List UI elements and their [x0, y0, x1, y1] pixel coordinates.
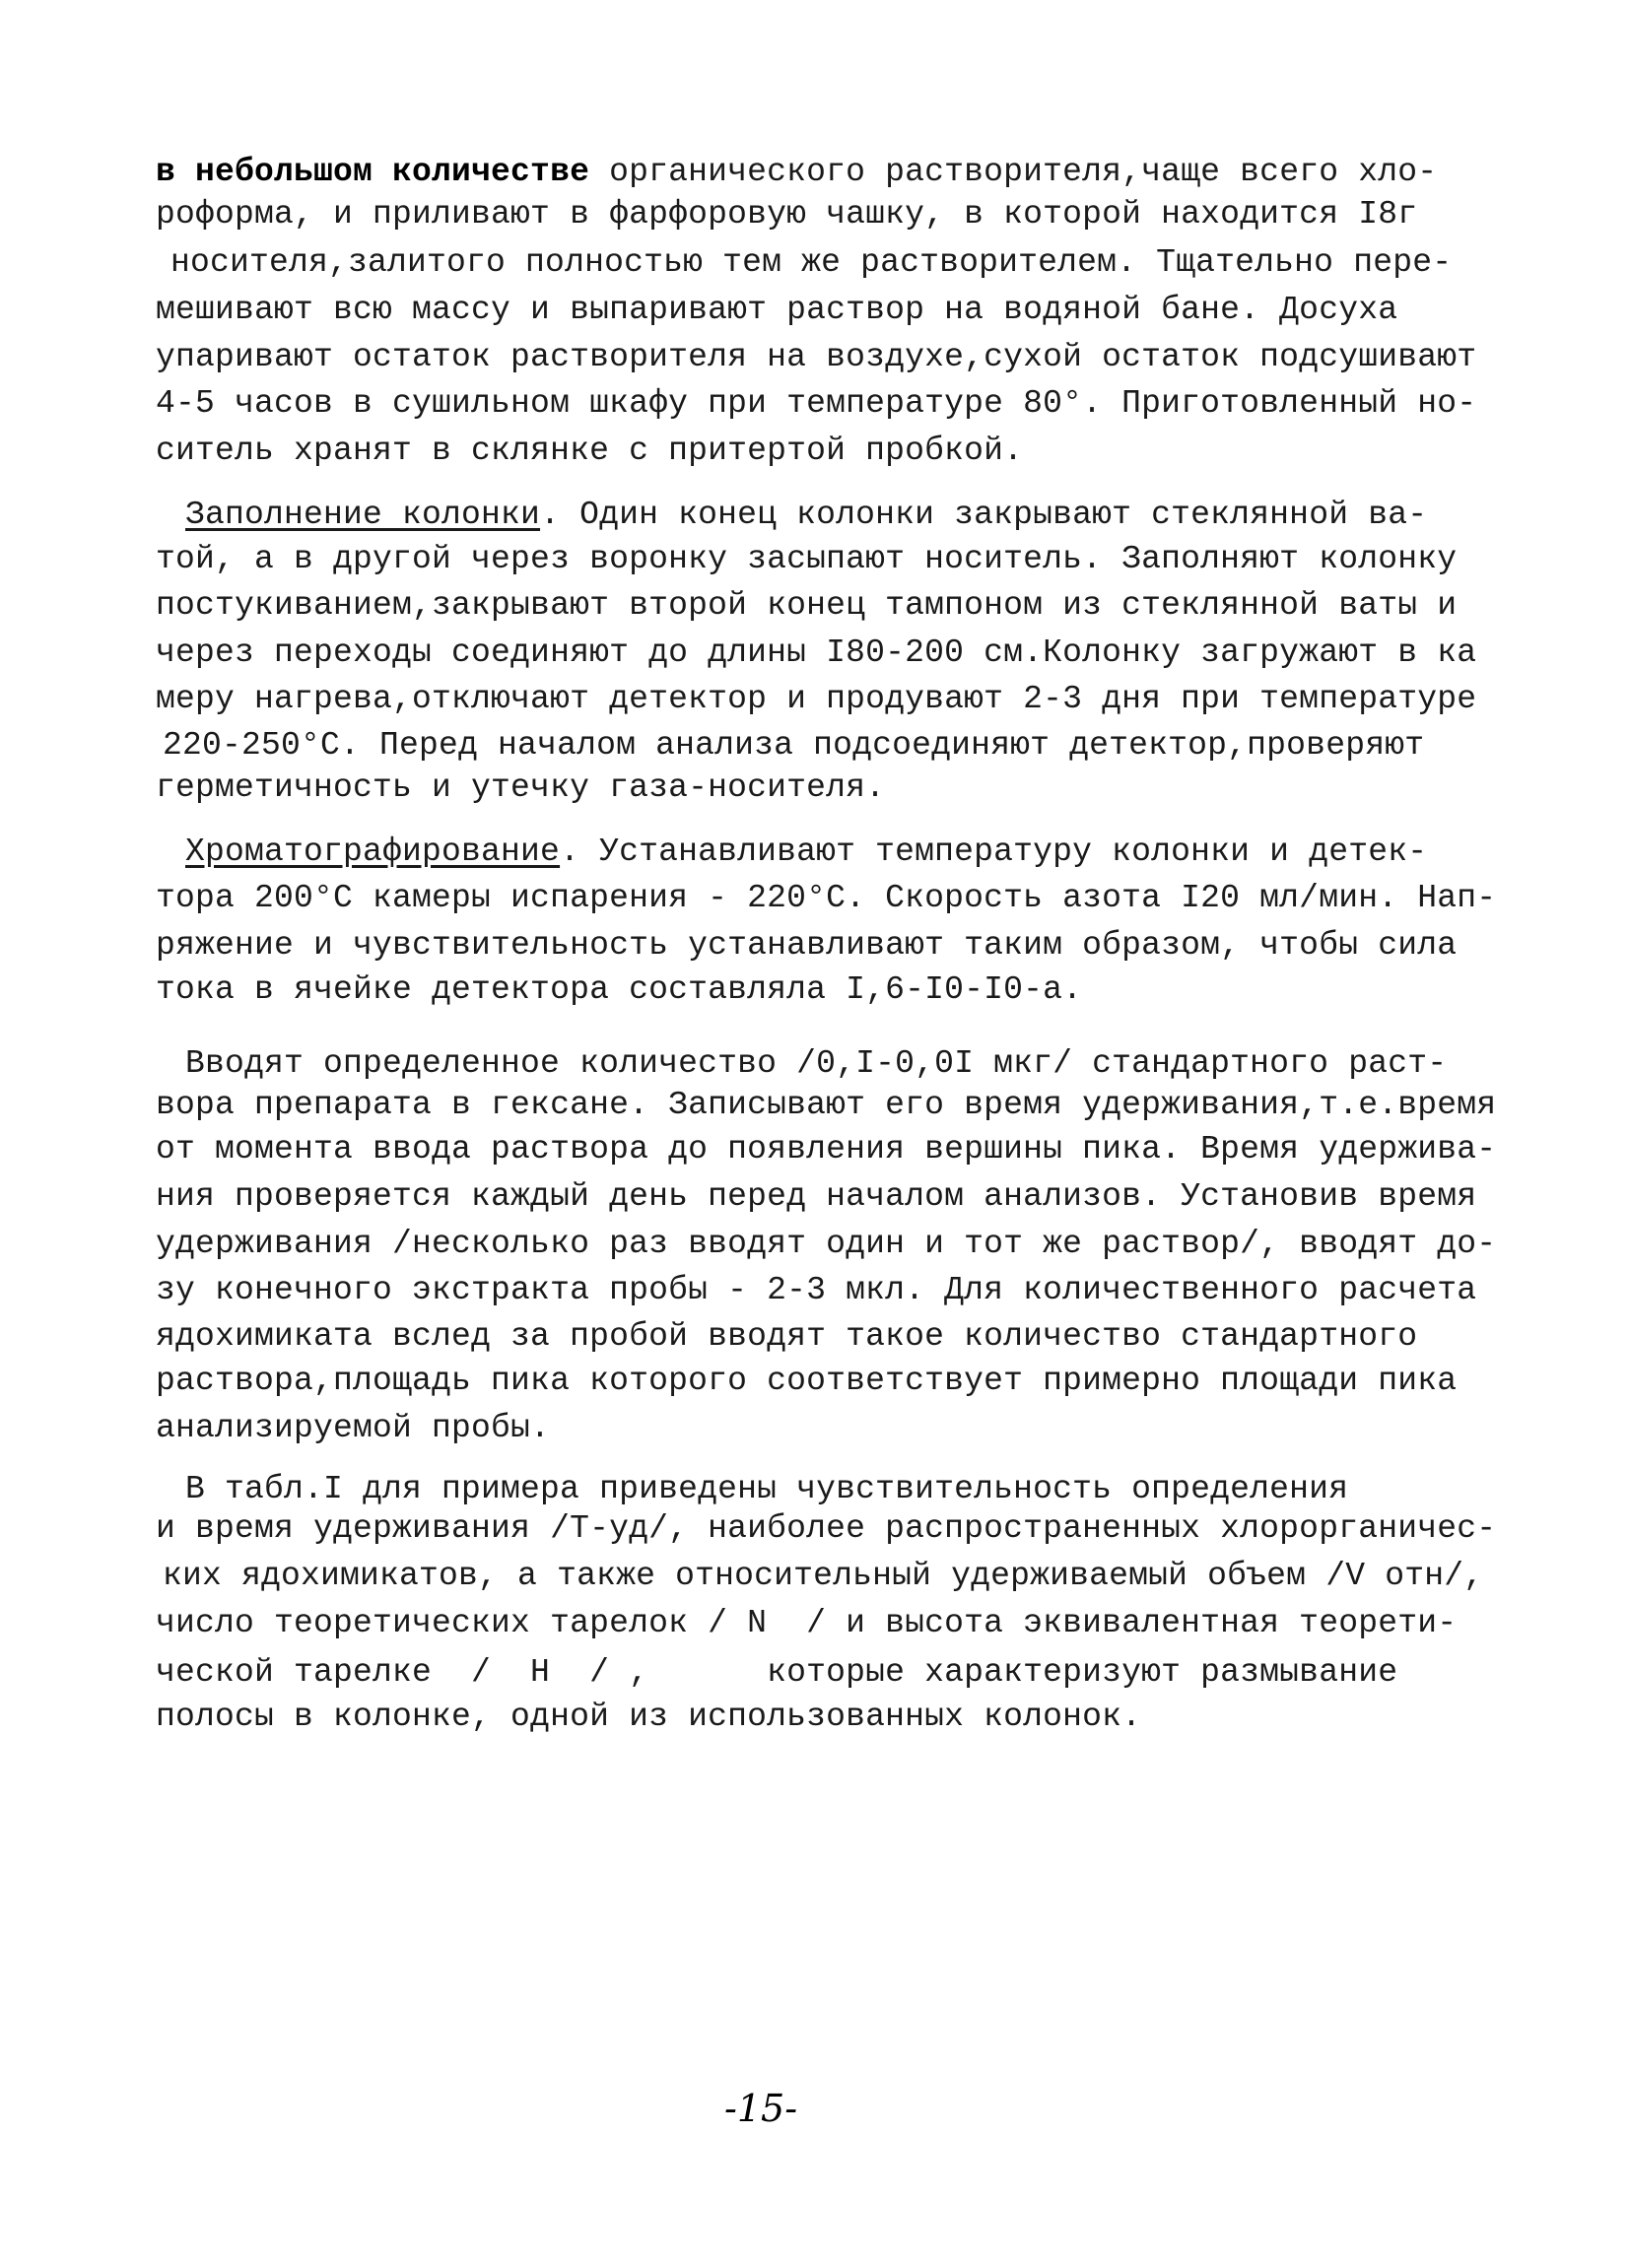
text-line: В табл.I для примера приведены чувствительность определения: [185, 1471, 1349, 1507]
text-line: через переходы соединяют до длины I80-200 см.Колонку загружают в ка: [156, 634, 1477, 671]
text-line: ряжение и чувствительность устанавливают таким образом, чтобы сила: [156, 927, 1458, 964]
text-line: Вводят определенное количество /0,I-0,0I мкг/ стандартного раст-: [185, 1045, 1448, 1082]
text-line: ких ядохимикатов, а также относительный удерживаемый объем /V отн/,: [163, 1558, 1484, 1594]
text-line: ния проверяется каждый день перед началом анализов. Установив время: [156, 1178, 1477, 1215]
text-line: ческой тарелке / H / , которые характеризуют размывание: [156, 1654, 1398, 1691]
text-line: носителя,залитого полностью тем же растворителем. Тщательно пере-: [170, 244, 1453, 281]
text-line: ядохимиката вслед за пробой вводят такое количество стандартного: [156, 1318, 1418, 1355]
page-number: -15-: [724, 2087, 798, 2130]
text-line: удерживания /несколько раз вводят один и тот же раствор/, вводят до-: [156, 1226, 1497, 1262]
text-line: [185, 496, 1427, 535]
text-line: анализируемой пробы.: [156, 1410, 551, 1446]
text-line: 4-5 часов в сушильном шкафу при температуре 80°. Приготовленный но-: [156, 385, 1477, 422]
text: органического растворителя,чаще всего хло-: [609, 154, 1438, 190]
text-line: меру нагрева,отключают детектор и продувают 2-3 дня при температуре: [156, 681, 1477, 717]
section-heading-filling: Заполнение колонки: [185, 497, 541, 533]
text-line: тора 200°С камеры испарения - 220°С. Скорость азота I20 мл/мин. Нап-: [156, 880, 1497, 916]
text-line: от момента ввода раствора до появления вершины пика. Время удержива-: [156, 1131, 1497, 1167]
section-heading-chromatography: Хроматографирование: [185, 834, 561, 870]
text-line: той, а в другой через воронку засыпают носитель. Заполняют колонку: [156, 541, 1458, 577]
text: . Устанавливают температуру колонки и детек-: [560, 834, 1428, 870]
text-line: [185, 833, 1427, 872]
text-line: ситель хранят в склянке с притертой пробкой.: [156, 433, 1024, 469]
text-line: роформа, и приливают в фарфоровую чашку, в которой находится I8г: [156, 196, 1418, 233]
text-line: число теоретических тарелок / N / и высота эквивалентная теорети-: [156, 1605, 1458, 1641]
text-line: постукиванием,закрывают второй конец тампоном из стеклянной ваты и: [156, 587, 1458, 624]
text-line: мешивают всю массу и выпаривают раствор на водяной бане. Досуха: [156, 292, 1398, 328]
text-line: 220-250°С. Перед началом анализа подсоединяют детектор,проверяют: [163, 727, 1425, 764]
text-line: зу конечного экстракта пробы - 2-3 мкл. Для количественного расчета: [156, 1272, 1477, 1308]
text: . Один конец колонки закрывают стеклянной ва-: [540, 497, 1428, 533]
text-line: и время удерживания /Т-уд/, наиболее распространенных хлорорганичес-: [156, 1510, 1497, 1547]
text-line: полосы в колонке, одной из использованных колонок.: [156, 1699, 1142, 1735]
text-line: раствора,площадь пика которого соответствует примерно площади пика: [156, 1363, 1458, 1399]
text-line: тока в ячейке детектора составляла I,6-I0-I0-а.: [156, 971, 1083, 1008]
text-line: [156, 153, 1437, 192]
bold-text: в небольшом количестве: [156, 154, 610, 190]
text-line: герметичность и утечку газа-носителя.: [156, 769, 886, 806]
text-line: упаривают остаток растворителя на воздухе,сухой остаток подсушивают: [156, 339, 1477, 375]
text-line: вора препарата в гексане. Записывают его время удерживания,т.е.время: [156, 1087, 1497, 1123]
